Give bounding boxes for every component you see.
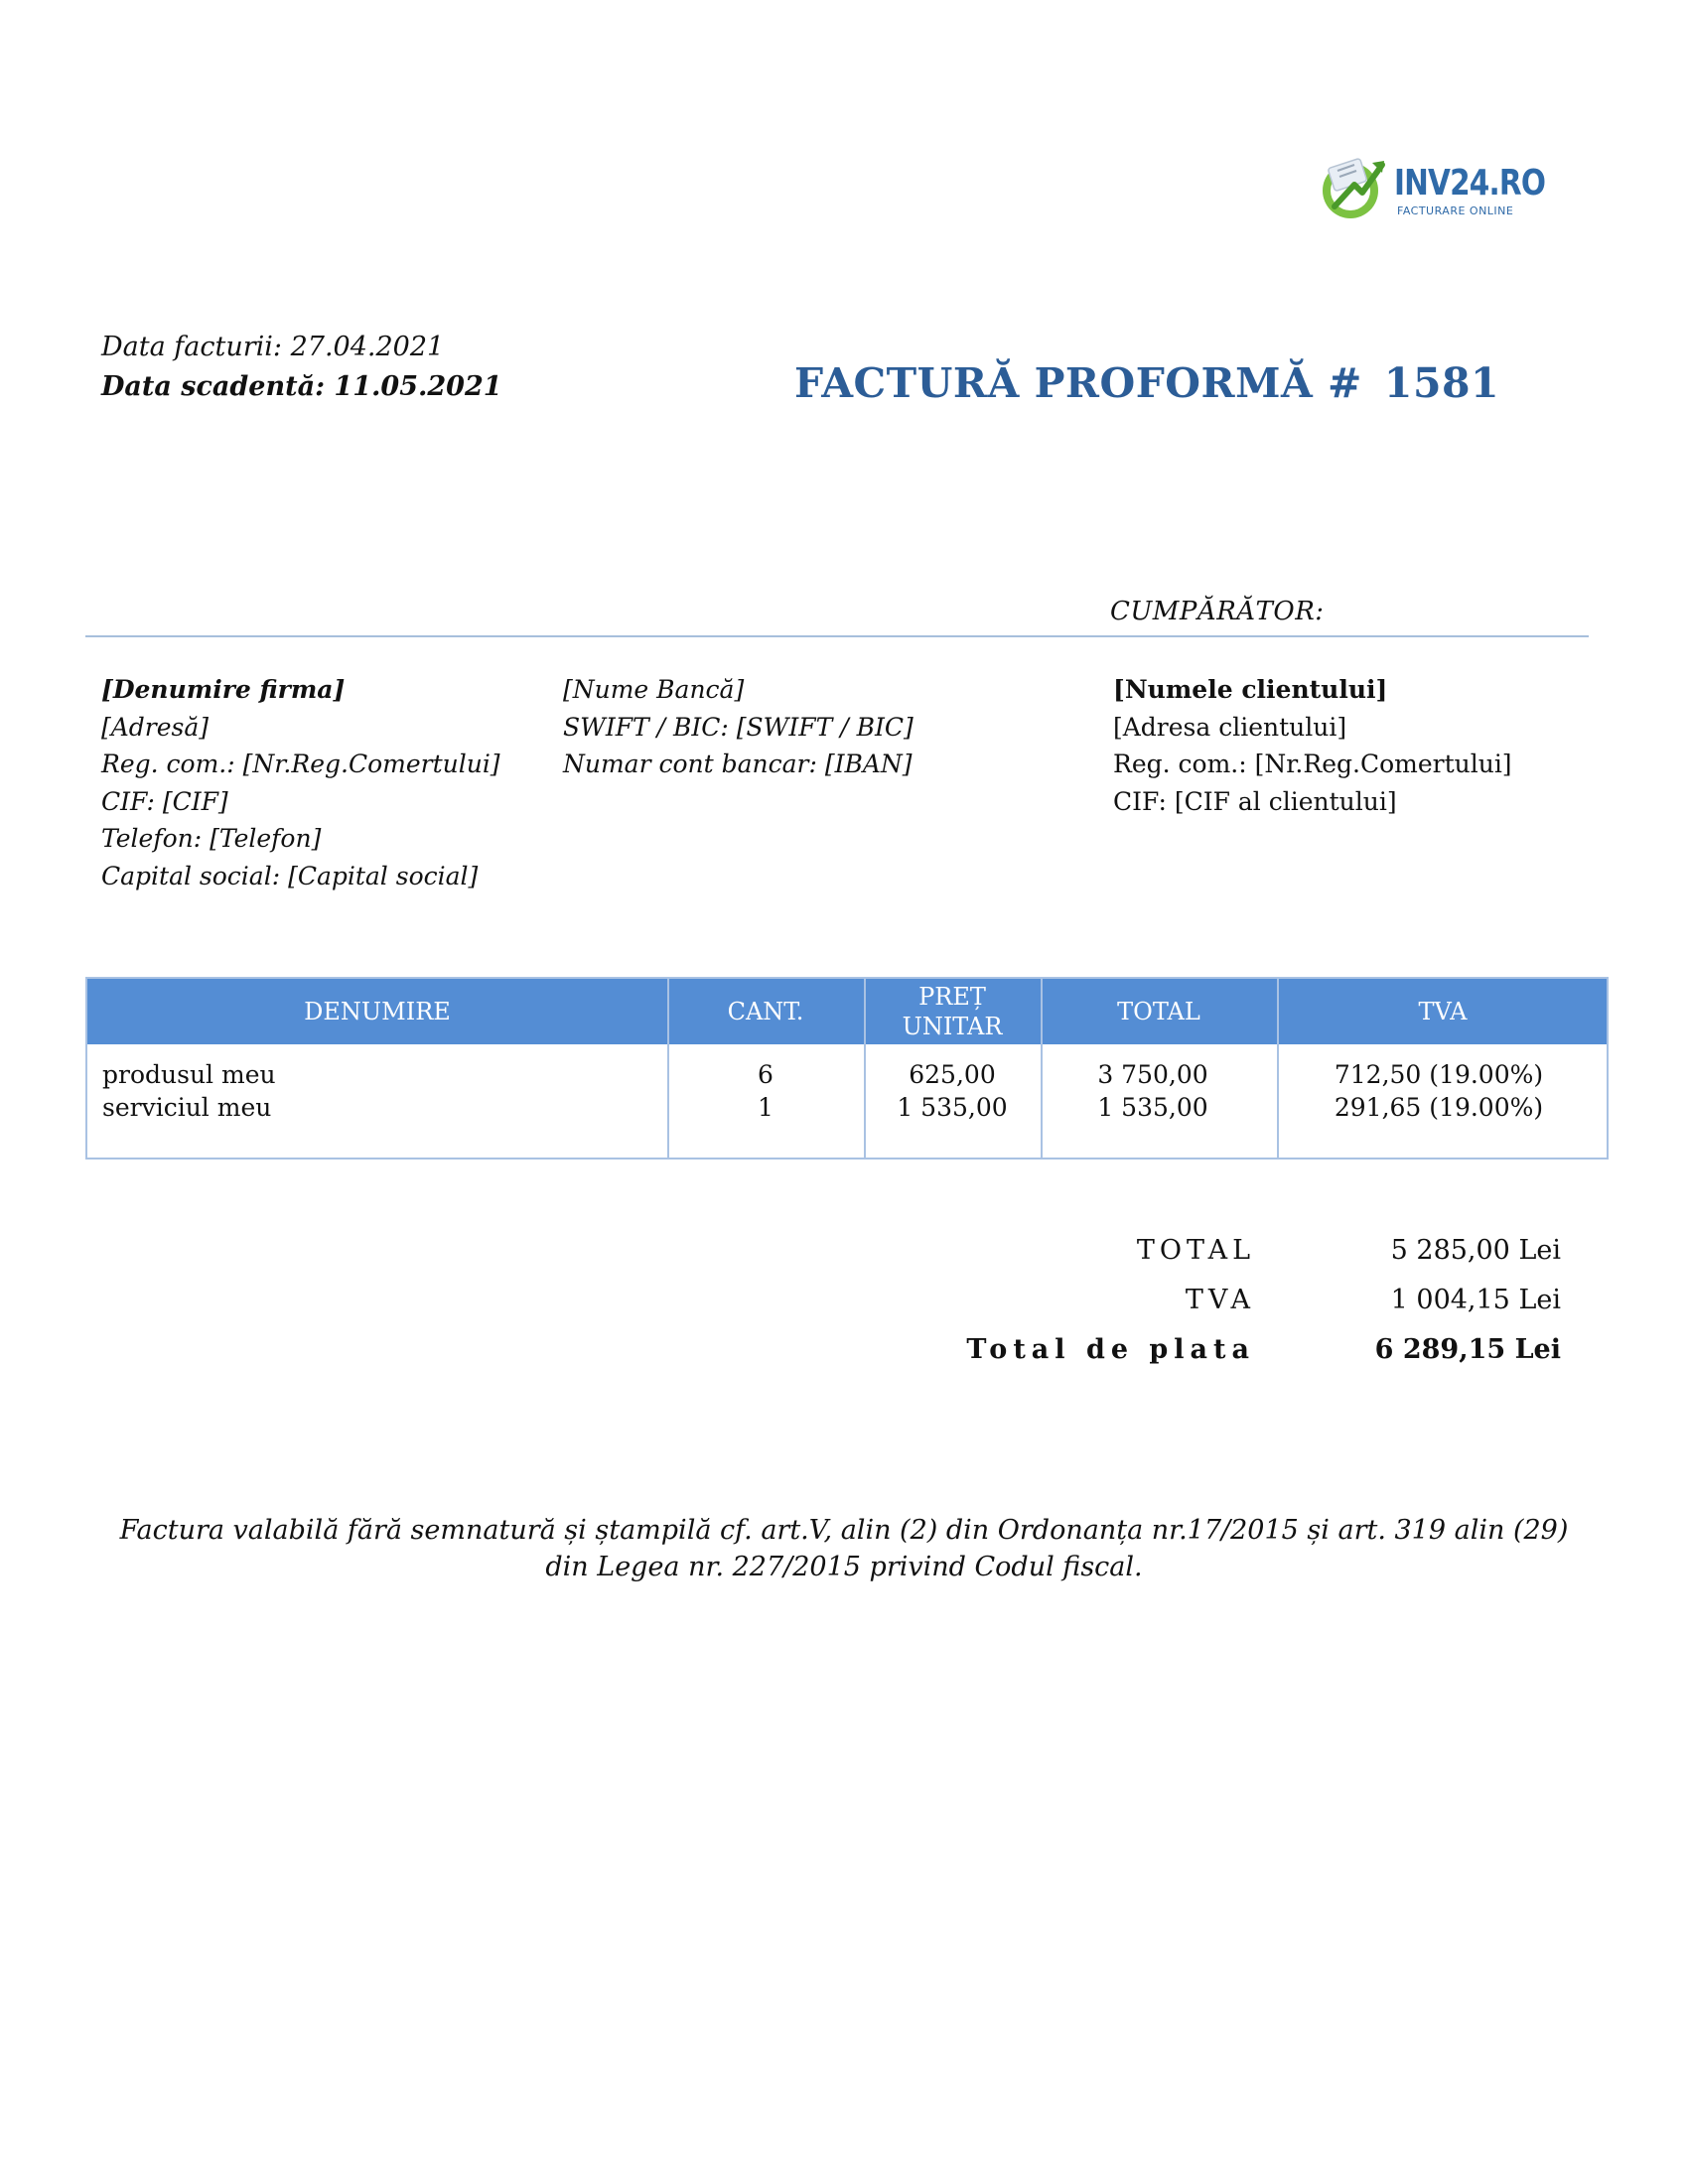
buyer-address: [Adresa clientului]	[1113, 712, 1347, 742]
bank-details	[563, 671, 914, 783]
due-date: Data scadentă: 11.05.2021	[101, 371, 502, 402]
row-2-name: serviciul meu	[102, 1093, 272, 1122]
seller-address: [Adresă]	[101, 712, 210, 742]
logo-tagline: FACTURARE ONLINE	[1397, 205, 1514, 217]
total-label: TOTAL	[1136, 1235, 1255, 1266]
row-2-vat: 291,65 (19.00%)	[1334, 1093, 1544, 1122]
buyer-reg-com: Reg. com.: [Nr.Reg.Comertului]	[1113, 750, 1512, 778]
row-1-total: 3 750,00	[1097, 1060, 1208, 1089]
column-header-total: TOTAL	[1117, 998, 1200, 1025]
bank-iban: Numar cont bancar: [IBAN]	[563, 750, 913, 778]
row-2-price: 1 535,00	[897, 1093, 1008, 1122]
vat-value: 1 004,15 Lei	[1390, 1285, 1561, 1315]
vat-label: TVA	[1185, 1285, 1255, 1315]
logo-brand-text: INV24.RO	[1394, 163, 1546, 204]
seller-cif: CIF: [CIF]	[101, 786, 228, 816]
column-header-price-line1: PREȚ	[918, 983, 986, 1011]
company-logo	[1317, 149, 1546, 228]
seller-details	[101, 671, 500, 894]
document-title-label: FACTURĂ PROFORMĂ #	[794, 359, 1362, 407]
column-header-vat: TVA	[1418, 998, 1468, 1025]
bank-name: [Nume Bancă]	[563, 675, 745, 704]
grand-total-label: Total de plata	[966, 1334, 1255, 1365]
invoice-arrow-logo-icon	[1317, 149, 1392, 224]
buyer-cif: CIF: [CIF al clientului]	[1113, 786, 1397, 816]
bank-swift: SWIFT / BIC: [SWIFT / BIC]	[563, 712, 914, 742]
buyer-details	[1113, 671, 1512, 820]
total-value: 5 285,00 Lei	[1390, 1235, 1561, 1266]
document-title	[794, 359, 1499, 407]
items-table	[85, 977, 1609, 1160]
row-1-qty: 6	[758, 1060, 774, 1089]
row-2-total: 1 535,00	[1097, 1093, 1208, 1122]
column-header-price-line2: UNITAR	[902, 1013, 1003, 1040]
grand-total-value: 6 289,15 Lei	[1374, 1334, 1561, 1365]
row-1-name: produsul meu	[102, 1060, 276, 1089]
legal-note: Factura valabilă fără semnatură și ștampilă cf. art.V, alin (2) din Ordonanța nr.17/2015 și art. 319 alin (29) din Legea nr. 227/2015 privind Codul fiscal.	[119, 1515, 1569, 1582]
seller-capital: Capital social: [Capital social]	[101, 861, 479, 890]
column-header-qty: CANT.	[727, 998, 804, 1025]
seller-phone: Telefon: [Telefon]	[101, 824, 322, 853]
buyer-name: [Numele clientului]	[1113, 675, 1388, 704]
buyer-heading: CUMPĂRĂTOR:	[1110, 597, 1325, 626]
invoice-number: 1581	[1383, 359, 1500, 407]
seller-reg-com: Reg. com.: [Nr.Reg.Comertului]	[101, 750, 500, 778]
invoice-date: Data facturii: 27.04.2021	[101, 332, 445, 362]
seller-name: [Denumire firma]	[101, 675, 346, 704]
row-1-price: 625,00	[909, 1060, 996, 1089]
row-1-vat: 712,50 (19.00%)	[1334, 1060, 1544, 1089]
row-2-qty: 1	[758, 1093, 774, 1122]
column-header-name: DENUMIRE	[304, 998, 451, 1025]
column-header-price	[864, 979, 1041, 1044]
table-header	[87, 979, 1607, 1044]
section-divider	[85, 635, 1589, 637]
